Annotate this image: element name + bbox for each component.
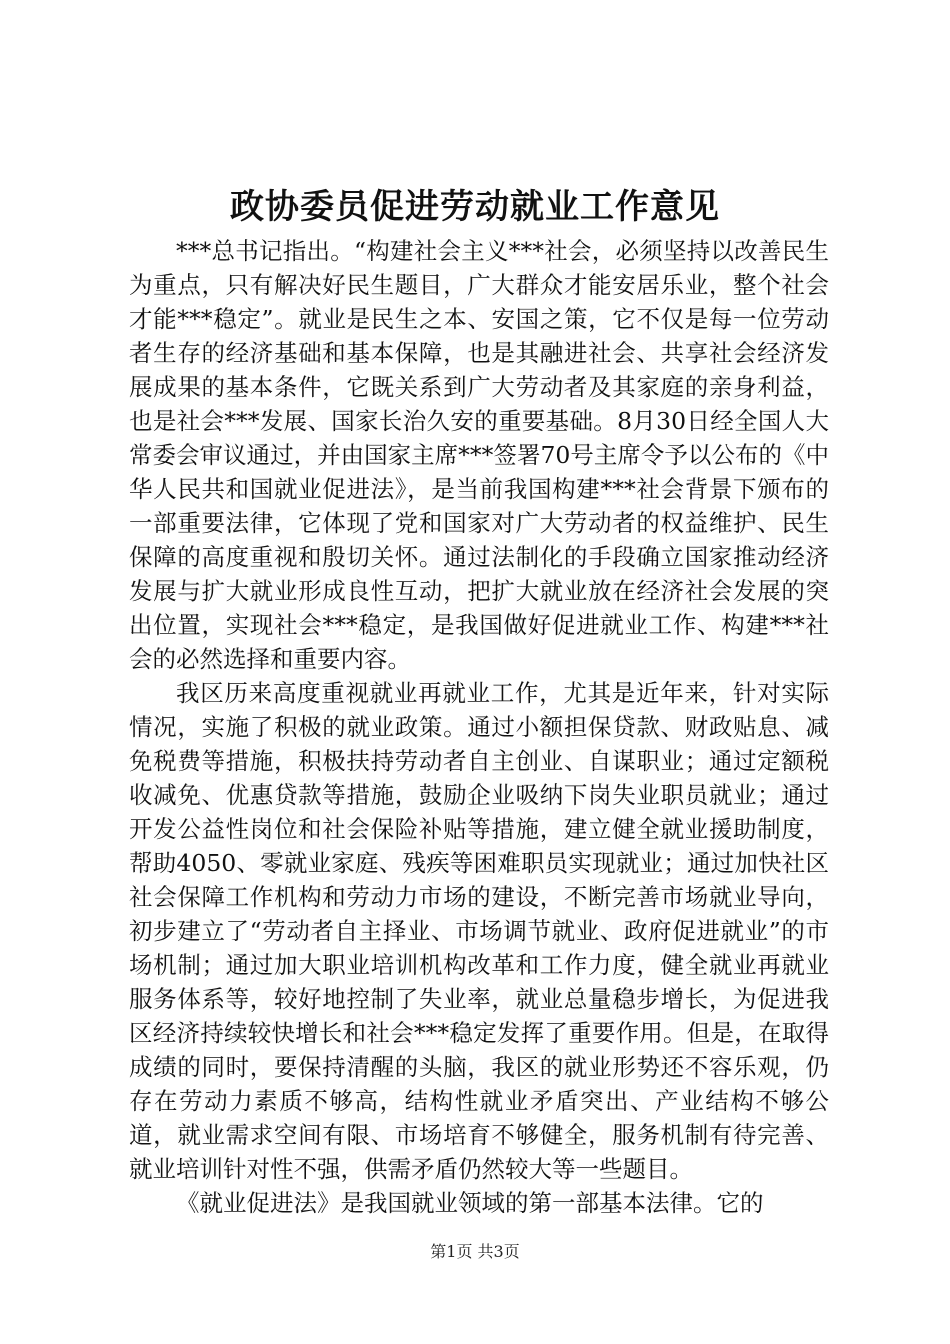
page-number-footer: 第1页 共3页 bbox=[430, 1242, 520, 1261]
document-body bbox=[129, 234, 829, 1220]
page-title: 政协委员促进劳动就业工作意见 bbox=[230, 187, 720, 227]
paragraph-3: 《就业促进法》是我国就业领域的第一部基本法律。它的 bbox=[176, 1189, 764, 1217]
paragraph-1: ***总书记指出。“构建社会主义***社会，必须坚持以改善民生为重点，只有解决好民生题目，广大群众才能安居乐业，整个社会才能***稳定”。就业是民生之本、安国之策，它不仅是每一位劳动者生存的经济基础和基本保障，也是其融进社会、共享社会经济发展成果的基本条件，它既关系到广大劳动者及其家庭的亲身利益，也是社会***发展、国家长治久安的重要基础。8月30日经全国人大常委会审议通过，并由国家主席***签署70号主席令予以公布的《中华人民共和国就业促进法》，是当前我国构建***社会背景下颁布的一部重要法律，它体现了党和国家对广大劳动者的权益维护、民生保障的高度重视和殷切关怀。通过法制化的手段确立国家推动经济发展与扩大就业形成良性互动，把扩大就业放在经济社会发展的突出位置，实现社会***稳定，是我国做好促进就业工作、构建***社会的必然选择和重要内容。 bbox=[129, 237, 829, 673]
paragraph-2: 我区历来高度重视就业再就业工作，尤其是近年来，针对实际情况，实施了积极的就业政策。通过小额担保贷款、财政贴息、减免税费等措施，积极扶持劳动者自主创业、自谋职业；通过定额税收减免、优惠贷款等措施，鼓励企业吸纳下岗失业职员就业；通过开发公益性岗位和社会保险补贴等措施，建立健全就业援助制度，帮助4050、零就业家庭、残疾等困难职员实现就业；通过加快社区社会保障工作机构和劳动力市场的建设，不断完善市场就业导向，初步建立了“劳动者自主择业、市场调节就业、政府促进就业”的市场机制；通过加大职业培训机构改革和工作力度，健全就业再就业服务体系等，较好地控制了失业率，就业总量稳步增长，为促进我区经济持续较快增长和社会***稳定发挥了重要作用。但是，在取得成绩的同时，要保持清醒的头脑，我区的就业形势还不容乐观，仍存在劳动力素质不够高，结构性就业矛盾突出、产业结构不够公道，就业需求空间有限、市场培育不够健全，服务机制有待完善、就业培训针对性不强，供需矛盾仍然较大等一些题目。 bbox=[129, 679, 829, 1183]
